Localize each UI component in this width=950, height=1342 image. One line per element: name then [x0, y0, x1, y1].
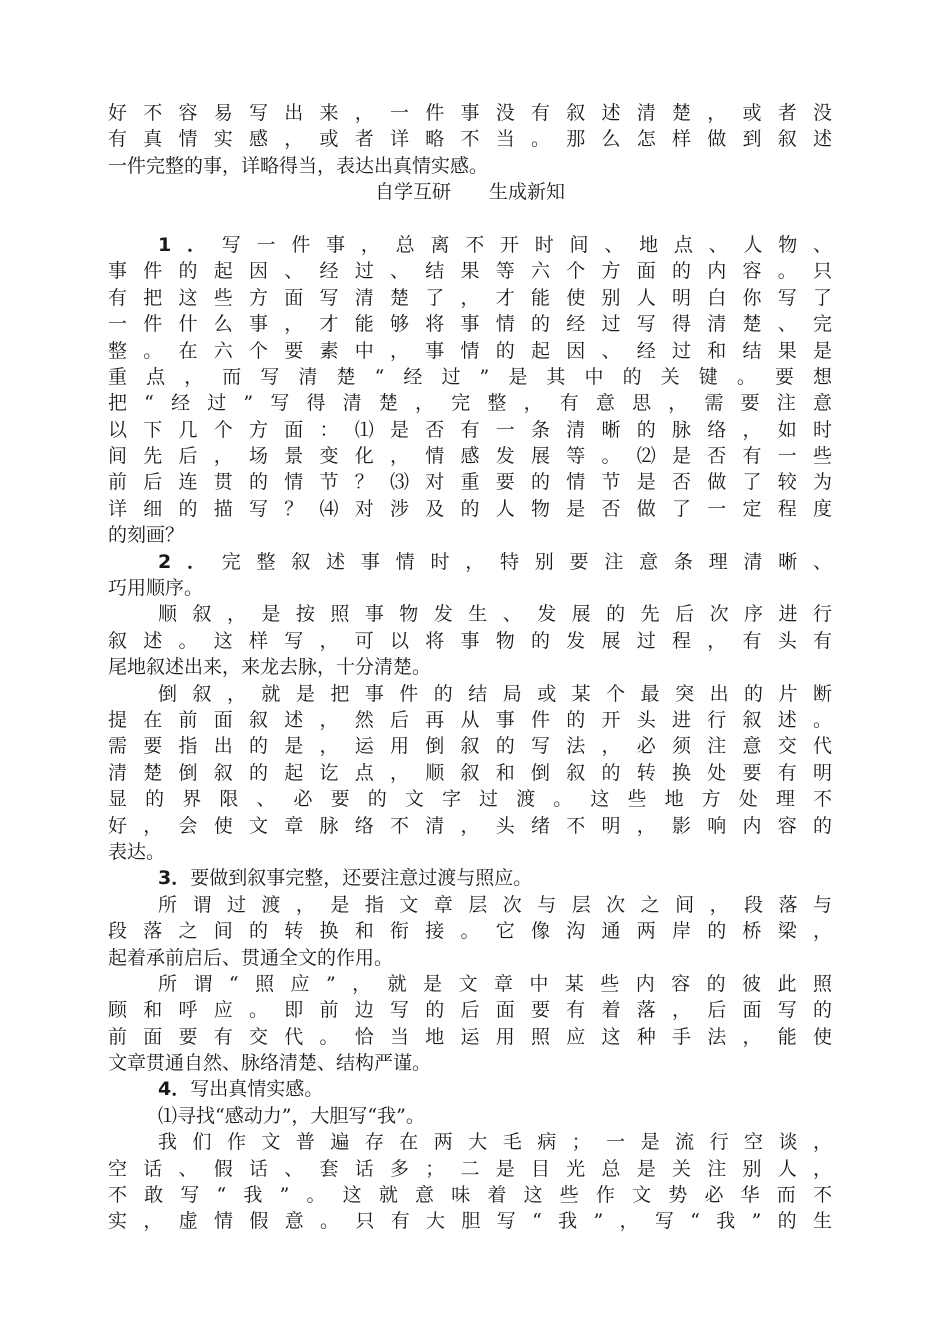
- text-line: 不敢写“我”。这就意味着这些作文势必华而不: [108, 1184, 832, 1207]
- text-segment: 写出真情实感。: [190, 1078, 324, 1101]
- text-line: 以下几个方面：⑴是否有一条清晰的脉络，如时: [108, 418, 832, 441]
- text-line: [108, 865, 832, 891]
- text-line: 前后连贯的情节？⑶对重要的情节是否做了较为: [108, 471, 832, 494]
- text-line: 表达。: [108, 840, 166, 863]
- text-line: 所谓过渡，是指文章层次与层次之间，段落与: [158, 893, 832, 916]
- paragraph-last: [108, 1129, 832, 1235]
- text-line: 有把这些方面写清楚了，才能使别人明白你写了: [108, 286, 832, 309]
- text-segment: 要做到叙事完整，还要注意过渡与照应。: [190, 867, 533, 890]
- paragraph-number: 3．: [158, 867, 191, 890]
- text-line: 空话、假话、套话多；二是目光总是关注别人，: [108, 1157, 832, 1180]
- document-page: [108, 100, 832, 1235]
- text-segment: 写一件事，总离不开时间、地点、人物、: [221, 233, 832, 256]
- text-line: 有真情实感，或者详略不当。那么怎样做到叙述: [108, 128, 832, 151]
- paragraph-number: 2．: [158, 550, 222, 573]
- paragraph-4: [108, 1076, 832, 1129]
- text-line: 重点，而写清楚“经过”是其中的关键。要想: [108, 365, 832, 388]
- text-line: 的刻画？: [108, 524, 185, 547]
- blank-line: [108, 206, 832, 232]
- paragraph-number: 4．: [158, 1078, 191, 1101]
- text-line: 文章贯通自然、脉络清楚、结构严谨。: [108, 1052, 432, 1075]
- text-line: 详细的描写？⑷对涉及的人物是否做了一定程度: [108, 497, 832, 520]
- text-line: 整。在六个要素中，事情的起因、经过和结果是: [108, 339, 832, 362]
- text-line: [108, 1076, 832, 1102]
- paragraph-daoxu: [108, 681, 832, 866]
- text-line: 显的界限、必要的文字过渡。这些地方处理不: [108, 788, 832, 811]
- text-line: 尾地叙述出来，来龙去脉，十分清楚。: [108, 656, 432, 679]
- text-line: 一件什么事，才能够将事情的经过写得清楚、完: [108, 313, 832, 336]
- text-line: 提在前面叙述，然后再从事件的开头进行叙述。: [108, 708, 832, 731]
- paragraph-number: 1．: [158, 233, 222, 256]
- text-line: [108, 549, 832, 575]
- paragraph-2: [108, 549, 832, 602]
- text-line: 所谓“照应”，就是文章中某些内容的彼此照: [158, 972, 832, 995]
- text-line: 顺叙，是按照事物发生、发展的先后次序进行: [158, 603, 832, 626]
- text-line: 把“经过”写得清楚，完整，有意思，需要注意: [108, 392, 832, 415]
- paragraph-1: [108, 232, 832, 549]
- text-line: 叙述。这样写，可以将事物的发展过程，有头有: [108, 629, 832, 652]
- text-line: ⑴寻找“感动力”，大胆写“我”。: [158, 1104, 425, 1127]
- text-line: 清楚倒叙的起讫点，顺叙和倒叙的转换处要有明: [108, 761, 832, 784]
- paragraph-3: [108, 865, 832, 891]
- text-line: 需要指出的是，运用倒叙的写法，必须注意交代: [108, 735, 832, 758]
- paragraph-zhaoying: [108, 971, 832, 1077]
- paragraph-guodu: [108, 892, 832, 971]
- text-line: 起着承前启后、贯通全文的作用。: [108, 946, 394, 969]
- text-line: 巧用顺序。: [108, 577, 204, 600]
- text-line: [108, 232, 832, 258]
- text-line: 前面要有交代。恰当地运用照应这种手法，能使: [108, 1025, 832, 1048]
- text-line: 顾和呼应。即前边写的后面要有着落，后面写的: [108, 999, 832, 1022]
- text-segment: 完整叙述事情时，特别要注意条理清晰、: [221, 550, 832, 573]
- paragraph-shunxu: [108, 601, 832, 680]
- text-line: 倒叙，就是把事件的结局或某个最突出的片断: [158, 682, 832, 705]
- text-line: 我们作文普遍存在两大毛病；一是流行空谈，: [158, 1131, 832, 1154]
- text-line: 一件完整的事，详略得当，表达出真情实感。: [108, 154, 489, 177]
- section-title: 自学互研 生成新知: [374, 181, 565, 204]
- text-line: 好，会使文章脉络不清，头绪不明，影响内容的: [108, 814, 832, 837]
- text-line: 段落之间的转换和衔接。它像沟通两岸的桥梁，: [108, 920, 832, 943]
- text-line: 好不容易写出来，一件事没有叙述清楚，或者没: [108, 102, 832, 124]
- text-line: 实，虚情假意。只有大胆写“我”，写“我”的生: [108, 1210, 832, 1233]
- intro-paragraph: [108, 100, 832, 179]
- text-line: 间先后，场景变化，情感发展等。⑵是否有一些: [108, 445, 832, 468]
- text-line: 事件的起因、经过、结果等六个方面的内容。只: [108, 260, 832, 283]
